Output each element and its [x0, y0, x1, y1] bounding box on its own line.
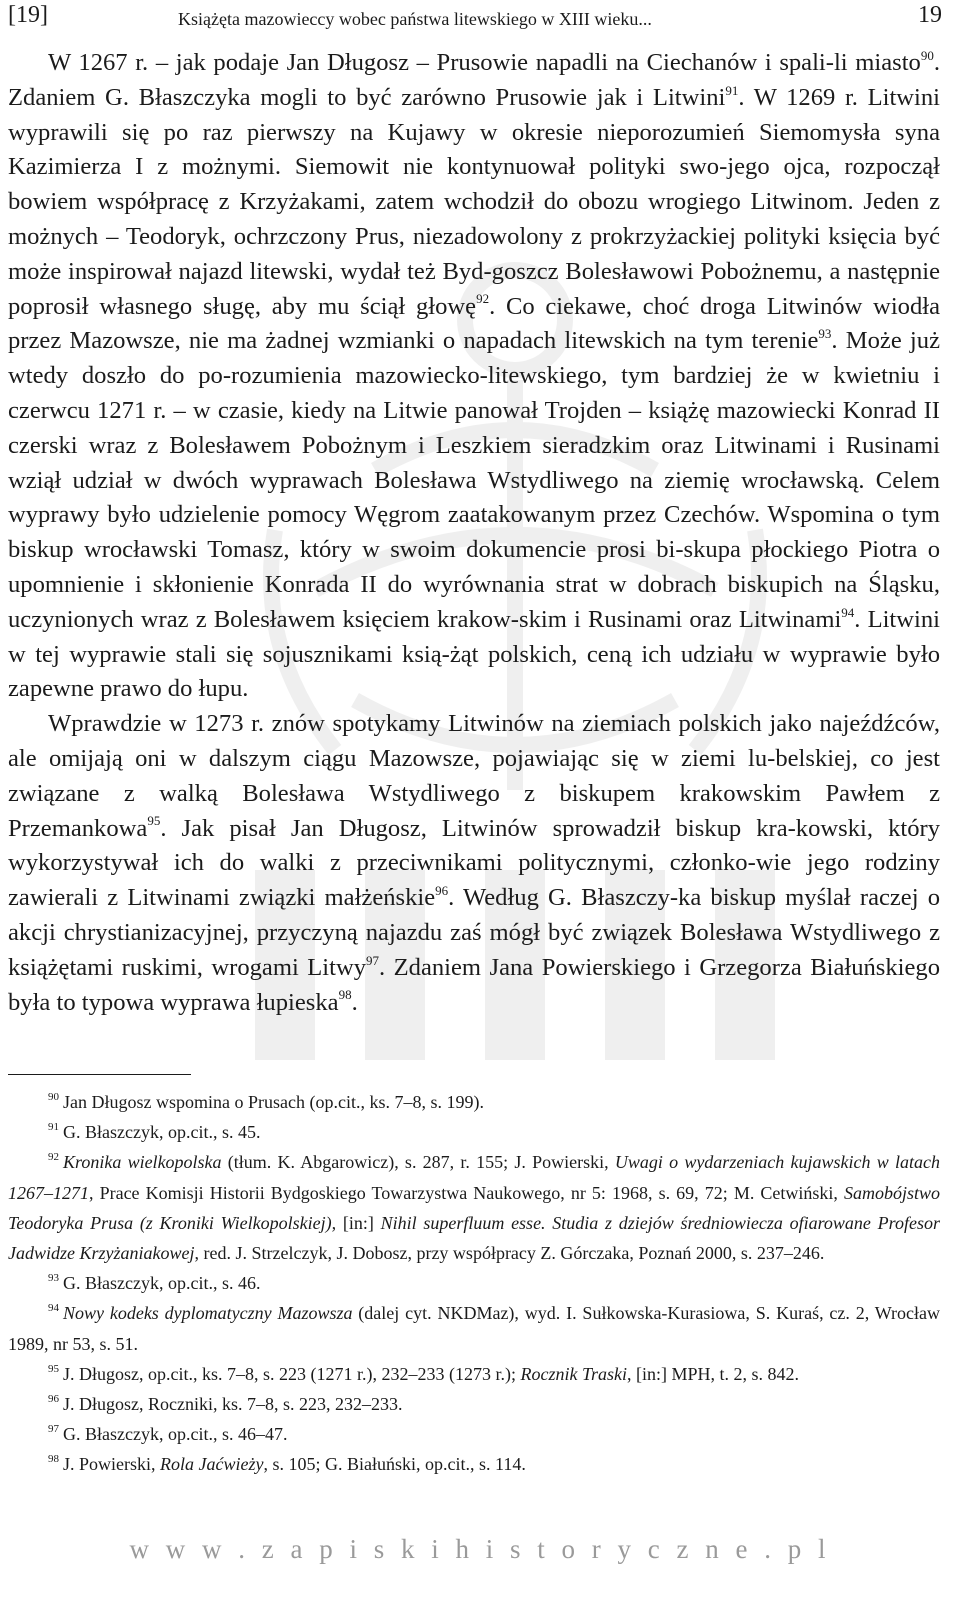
- footnote-number: 92: [48, 1151, 59, 1164]
- body-text-run: .: [351, 988, 358, 1016]
- body-text-run: . Zdaniem Jana Powierskiego i Grzegorza Białuńskiego była to typowa wyprawa łupieska: [8, 953, 940, 1016]
- footnote-text: G. Błaszczyk, op.cit., s. 46.: [63, 1273, 261, 1294]
- italic-title: Nihil superfluum esse. Studia z dziejów średniowiecza ofiarowane Profesor Jadwidze Krzyżaniakowej: [8, 1212, 940, 1264]
- footnote-reference: 94: [841, 604, 855, 620]
- footnote: [8, 1449, 940, 1479]
- italic-title: Kronika wielkopolska: [63, 1152, 222, 1173]
- footnote: [8, 1117, 940, 1147]
- italic-title: Nowy kodeks dyplomatyczny Mazowsza: [63, 1303, 353, 1324]
- running-header: [8, 0, 942, 40]
- body-text-run: . Może już wtedy doszło do po-rozumienia mazowiecko-litewskiego, tym bardziej że w kwietniu i czerwcu 1271 r. – w czasie, kiedy na Litwie panował Trojden – książę mazowiecki Konrad II czerski wraz z Bolesławem Pobożnym i Leszkiem sieradzkim oraz Litwinami i Rusinami wziął udział w dwóch wyprawach Bolesława Wstydliwego na ziemię wrocławską. Celem wyprawy było udzielenie pomocy Węgrom zaatakowanym przez Czechów. Wspomina o tym biskup wrocławski Tomasz, który w swoim dokumencie prosi bi-skupa płockiego Piotra o upomnienie i skłonienie Konrada II do wyrównania strat w dobrach biskupich na Śląsku, uczynionych wraz z Bolesławem księciem krakow-skim i Rusinami oraz Litwinami: [8, 327, 940, 633]
- footnote-text: , [in:] MPH, t. 2, s. 842.: [626, 1363, 799, 1384]
- footnote-reference: 97: [366, 952, 380, 968]
- footnote-text: G. Błaszczyk, op.cit., s. 45.: [63, 1122, 261, 1143]
- italic-title: Uwagi o wydarzeniach kujawskich w latach 1267–1271: [8, 1152, 940, 1203]
- footnote: [8, 1389, 940, 1419]
- body-text-run: W 1267 r. – jak podaje Jan Długosz – Prusowie napadli na Ciechanów i spali-li miasto: [48, 49, 921, 76]
- italic-title: Rocznik Traski: [520, 1363, 627, 1384]
- footnote: [8, 1298, 940, 1358]
- body-text-run: . Zdaniem G. Błaszczyka mogli to być zarówno Prusowie jak i Litwini: [8, 49, 940, 111]
- footer-url: w w w . z a p i s k i h i s t o r y c z n e . p l: [129, 1534, 831, 1564]
- footnote-text: (dalej cyt. NKDMaz), wyd. I. Sułkowska-Kurasiowa, S. Kuraś, cz. 2, Wrocław 1989, nr 53, s. 51.: [8, 1303, 940, 1354]
- paragraph: [8, 46, 940, 707]
- main-body-text: [8, 46, 940, 1020]
- header-title: Książęta mazowieccy wobec państwa litewskiego w XIII wieku...: [178, 9, 652, 29]
- body-text-run: Wprawdzie w 1273 r. znów spotykamy Litwinów na ziemiach polskich jako najeźdźców, ale omijają oni w dalszym ciągu Mazowsze, pojawiając się w ziemi lu-belskiej, co jest związane z walką Bolesława Wstydliwego z biskupem krakowskim Pawłem z Przemankowa: [8, 710, 940, 842]
- footnote-text: J. Długosz, op.cit., ks. 7–8, s. 223 (1271 r.), 232–233 (1273 r.);: [63, 1363, 521, 1384]
- body-text-run: . Co ciekawe, choć droga Litwinów wiodła przez Mazowsze, nie ma żadnej wzmianki o napadach litewskich na tym terenie: [8, 292, 940, 355]
- footnote-reference: 95: [147, 813, 161, 829]
- footnote: [8, 1359, 940, 1389]
- footnote-number: 98: [48, 1453, 59, 1466]
- footnote-number: 90: [48, 1091, 59, 1103]
- footnote-reference: 92: [476, 291, 490, 307]
- italic-title: Rola Jaćwieży: [160, 1454, 264, 1475]
- header-bracket-number: [19]: [8, 2, 48, 28]
- footnote-reference: 93: [818, 326, 832, 342]
- footnote-number: 95: [48, 1362, 59, 1375]
- footnote-reference: 96: [435, 882, 449, 898]
- body-text-run: . Według G. Błaszczy-ka biskup myślał raczej o akcji chrystianizacyjnej, przyczyną najazdu zaś mógł być związek Bolesława Wstydliwego z książętami ruskimi, wrogami Litwy: [8, 884, 941, 981]
- footnote-text: , red. J. Strzelczyk, J. Dobosz, przy współpracy Z. Górczaka, Poznań 2000, s. 237–246.: [194, 1243, 825, 1264]
- footnote-reference: 90: [920, 47, 934, 63]
- footnote-number: 93: [48, 1272, 59, 1285]
- body-text-run: . W 1269 r. Litwini wyprawili się po raz pierwszy na Kujawy w okresie nieporozumień Siemomysła syna Kazimierza I z możnymi. Siemowit nie kontynuował polityki swo-jego ojca, rozpoczął bowiem współpracę z Krzyżakami, zatem wchodził do obozu wrogiego Litwinom. Jeden z możnych – Teodoryk, ochrzczony Prus, niezadowolony z prokrzyżackiej polityki księcia być może inspirował najazd litewski, wydał też Byd-goszcz Bolesławowi Pobożnemu, a następnie poprosił własnego sługę, aby mu ściął głowę: [8, 83, 940, 320]
- footnote: [8, 1147, 940, 1268]
- footnote-number: 97: [48, 1423, 59, 1436]
- footnote-reference: 91: [725, 82, 739, 98]
- page-number: 19: [918, 2, 942, 28]
- footnote-separator: [8, 1074, 191, 1075]
- footnote-number: 96: [48, 1393, 59, 1406]
- footnote-text: J. Długosz, Roczniki, ks. 7–8, s. 223, 232–233.: [63, 1394, 403, 1415]
- footnote-reference: 98: [338, 987, 352, 1003]
- footnote: [8, 1419, 940, 1449]
- paragraph: [8, 707, 940, 1020]
- footnote-number: 94: [48, 1302, 59, 1315]
- footnote: [8, 1268, 940, 1298]
- footnote-text: , Prace Komisji Historii Bydgoskiego Towarzystwa Naukowego, nr 5: 1968, s. 69, 72; M. Cetwiński,: [89, 1182, 844, 1203]
- footnote-text: , s. 105; G. Białuński, op.cit., s. 114.: [263, 1454, 526, 1475]
- body-text-run: . Litwini w tej wyprawie stali się sojusznikami ksią-żąt polskich, ceną ich udziału w wyprawie było zapewne prawo do łupu.: [8, 605, 940, 703]
- footnote-text: J. Powierski,: [63, 1454, 161, 1475]
- footnote-text: [in:]: [336, 1212, 381, 1233]
- body-text-run: . Jak pisał Jan Długosz, Litwinów sprowadził biskup kra-kowski, który wykorzystywał ich do walki z przeciwnikami politycznymi, członko-wie jego rodziny zawierali z Litwinami związki małżeńskie: [8, 814, 940, 912]
- italic-title: Samobójstwo Teodoryka Prusa (z Kroniki Wielkopolskiej),: [8, 1182, 940, 1233]
- footnote-number: 91: [48, 1121, 59, 1134]
- footnotes: [8, 1087, 940, 1480]
- footnote-text: (tłum. K. Abgarowicz), s. 287, r. 155; J. Powierski,: [221, 1152, 615, 1173]
- footnote: [8, 1087, 940, 1117]
- footnote-text: Jan Długosz wspomina o Prusach (op.cit., ks. 7–8, s. 199).: [63, 1092, 484, 1112]
- footnote-text: G. Błaszczyk, op.cit., s. 46–47.: [63, 1424, 288, 1445]
